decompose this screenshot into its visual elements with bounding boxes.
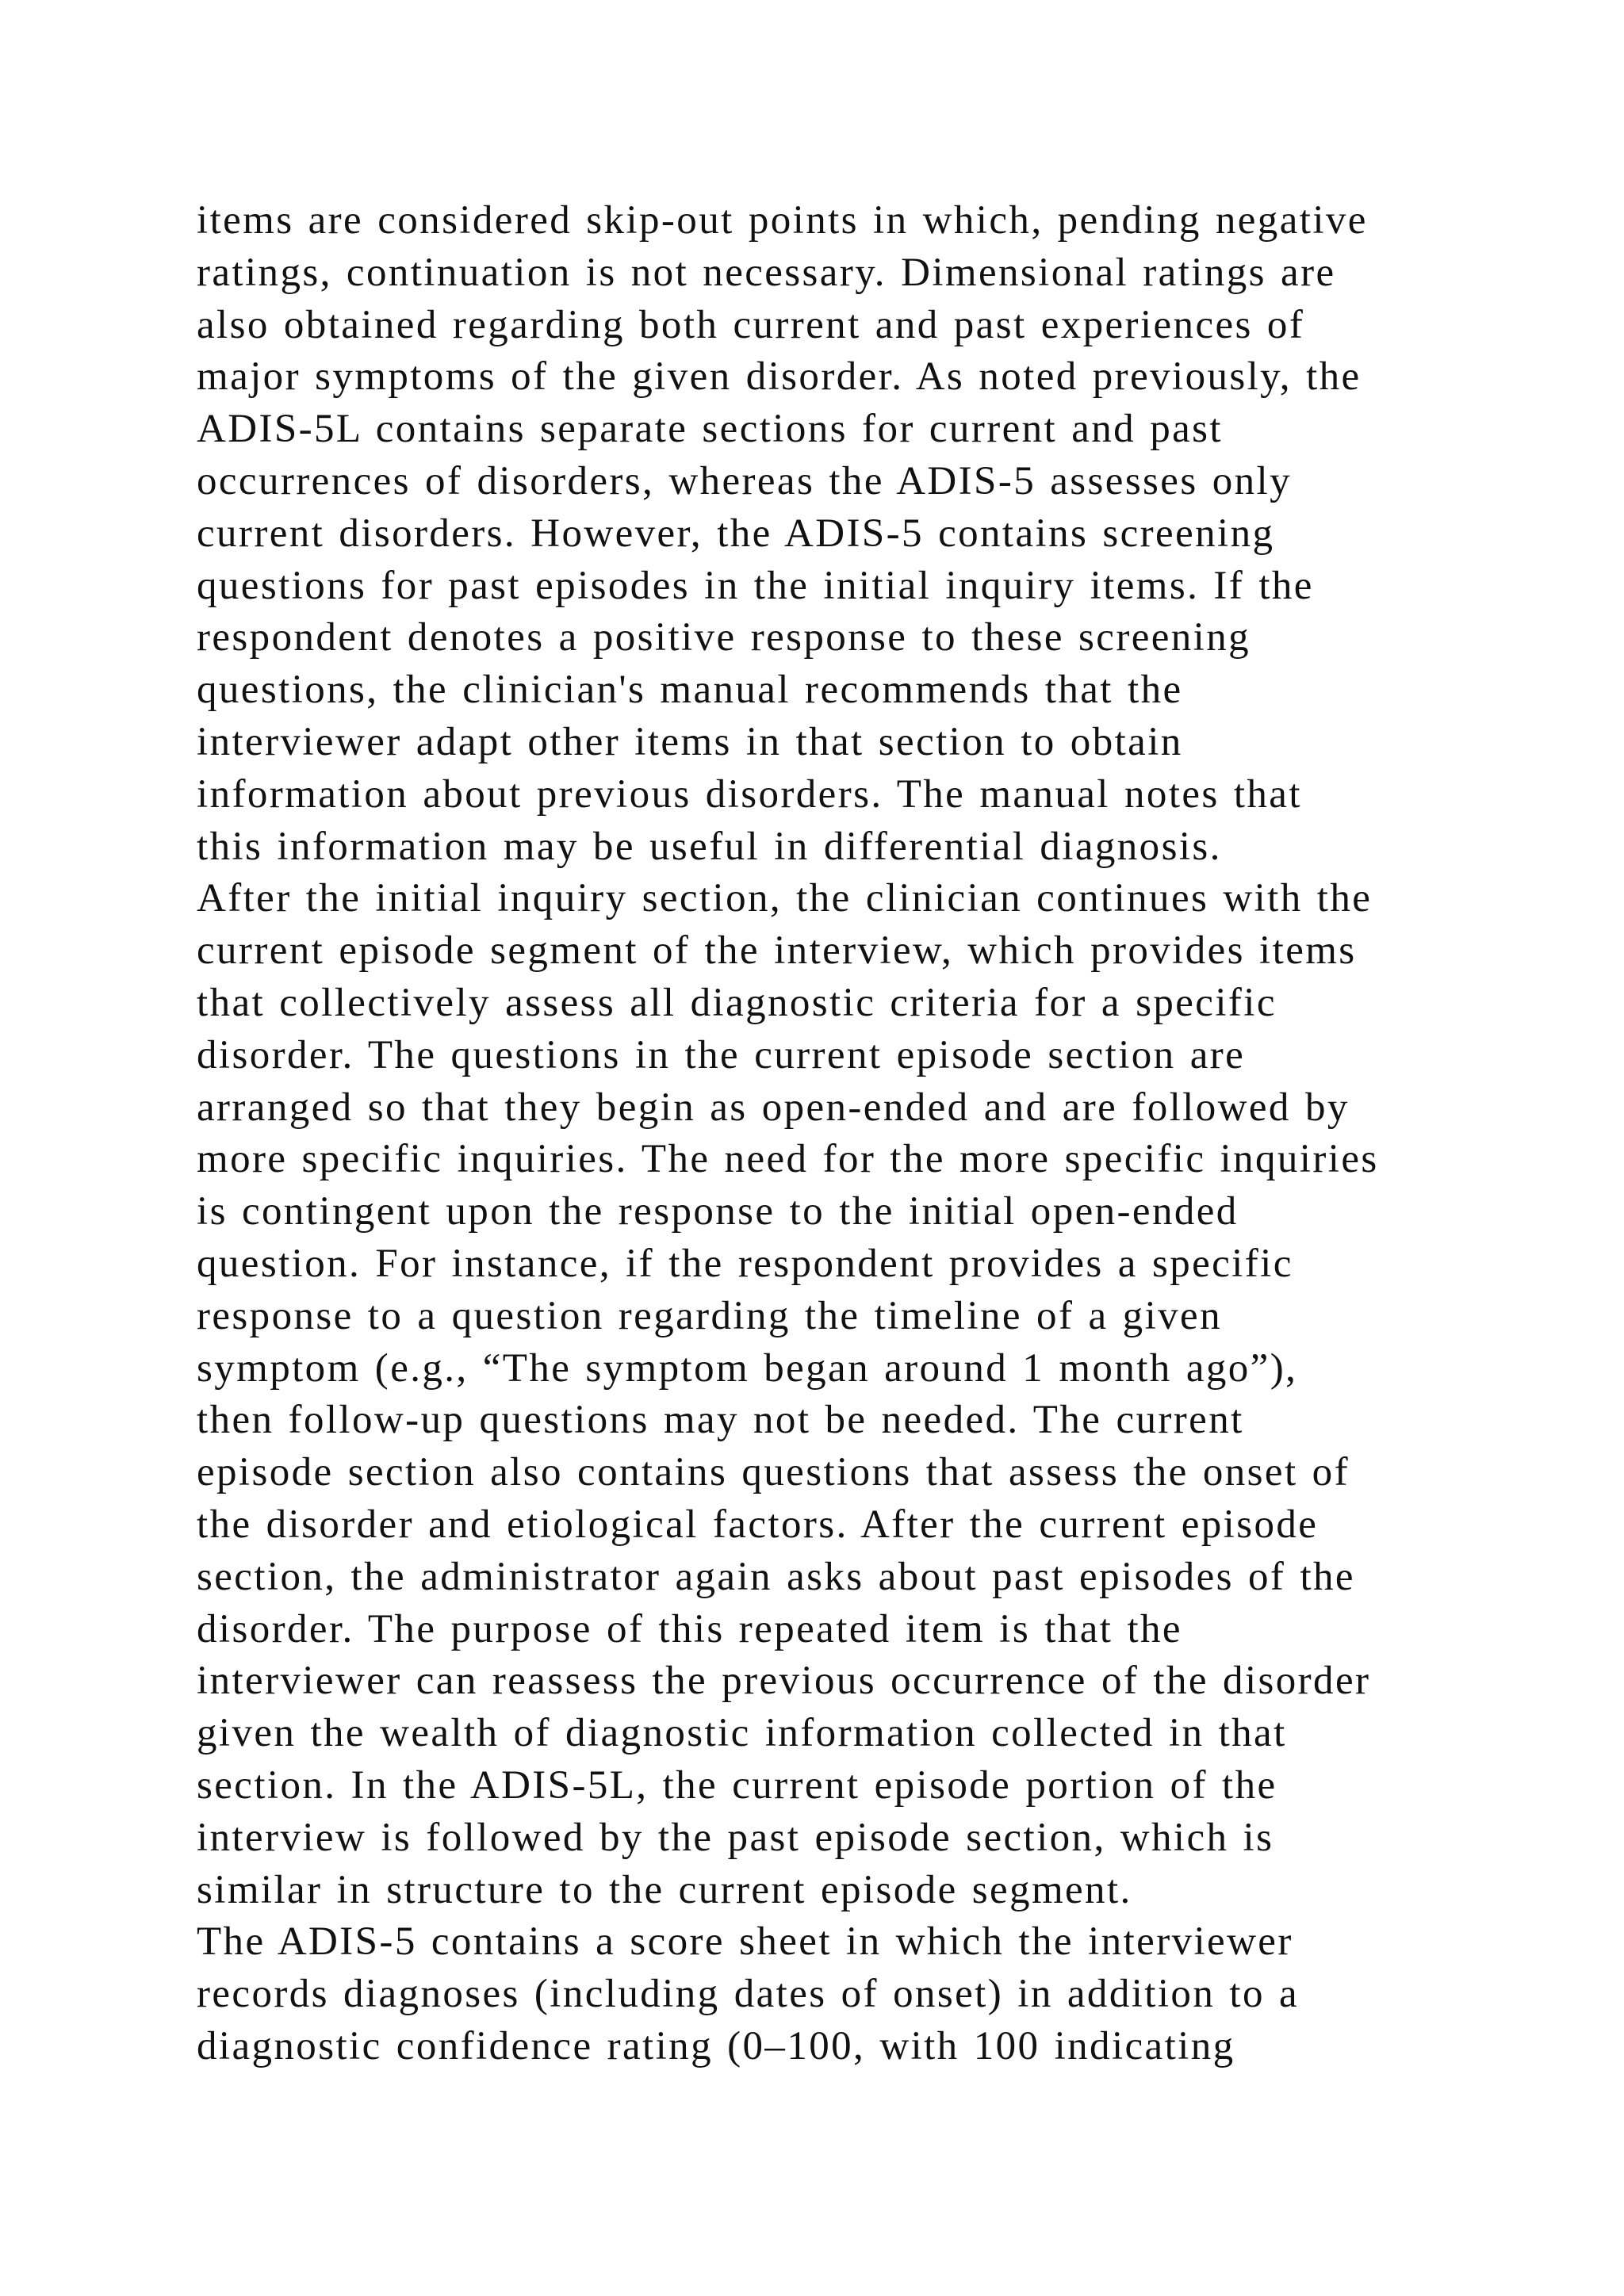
text-line: diagnostic confidence rating (0–100, with 100 indicating [197,2023,1235,2068]
text-line: then follow-up questions may not be needed. The current [197,1398,1244,1443]
text-line: response to a question regarding the timeline of a given [197,1293,1222,1338]
text-line: that collectively assess all diagnostic criteria for a specific [197,980,1277,1025]
text-line: symptom (e.g., “The symptom began around 1 month ago”), [197,1345,1298,1391]
text-line: ratings, continuation is not necessary. Dimensional ratings are [197,250,1336,295]
text-line: questions for past episodes in the initial inquiry items. If the [197,563,1314,608]
body-text [197,195,1545,2073]
text-line: episode section also contains questions that assess the onset of [197,1450,1350,1495]
text-line: current disorders. However, the ADIS-5 contains screening [197,511,1275,556]
text-line: occurrences of disorders, whereas the ADIS-5 assesses only [197,458,1293,503]
text-line: interviewer can reassess the previous occurrence of the disorder [197,1659,1371,1704]
text-line: question. For instance, if the respondent provides a specific [197,1241,1293,1286]
text-line: given the wealth of diagnostic information collected in that [197,1711,1287,1756]
text-line: items are considered skip-out points in which, pending negative [197,198,1368,243]
text-line: is contingent upon the response to the initial open-ended [197,1189,1239,1234]
text-line: current episode segment of the interview, which provides items [197,928,1357,974]
text-line: respondent denotes a positive response to these screening [197,615,1251,660]
text-line: this information may be useful in differential diagnosis. [197,824,1222,869]
text-line: ADIS-5L contains separate sections for current and past [197,407,1223,452]
text-line: After the initial inquiry section, the clinician continues with the [197,876,1373,921]
text-line: questions, the clinician's manual recommends that the [197,668,1183,713]
text-line: the disorder and etiological factors. After the current episode [197,1502,1319,1547]
text-line: arranged so that they begin as open-ended and are followed by [197,1085,1350,1130]
text-line: The ADIS-5 contains a score sheet in which the interviewer [197,1919,1293,1965]
text-line: information about previous disorders. The manual notes that [197,771,1302,817]
text-line: disorder. The purpose of this repeated item is that the [197,1606,1182,1651]
text-line: interviewer adapt other items in that section to obtain [197,719,1183,764]
text-line: disorder. The questions in the current episode section are [197,1032,1246,1077]
text-line: interview is followed by the past episode section, which is [197,1815,1274,1860]
text-line: more specific inquiries. The need for the more specific inquiries [197,1137,1379,1182]
text-line: records diagnoses (including dates of onset) in addition to a [197,1972,1300,2017]
text-line: similar in structure to the current episode segment. [197,1867,1132,1912]
text-line: section. In the ADIS-5L, the current episode portion of the [197,1762,1277,1808]
text-line: also obtained regarding both current and past experiences of [197,302,1305,347]
text-line: major symptoms of the given disorder. As noted previously, the [197,354,1362,400]
text-line: section, the administrator again asks about past episodes of the [197,1554,1355,1599]
